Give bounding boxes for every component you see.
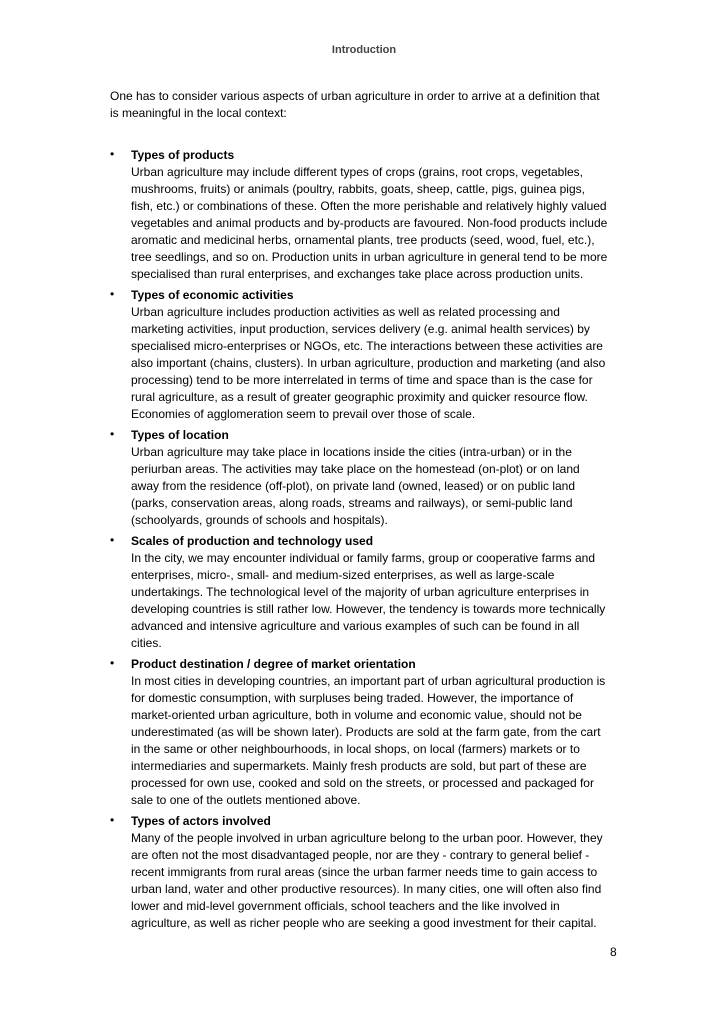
body-text-line: underestimated (as will be shown later). Products are sold at the farm gate, from the cart — [131, 725, 601, 739]
body-text-line: urban land, water and other productive resources). In many cities, one will often also find — [131, 882, 602, 896]
body-text-line: marketing activities, input production, services delivery (e.g. animal health services) by — [131, 322, 590, 336]
page-header-title: Introduction — [331, 44, 397, 56]
body-text-line: mushrooms, fruits) or animals (poultry, rabbits, goats, sheep, cattle, pigs, guinea pigs, — [131, 182, 585, 196]
bullet-item — [110, 287, 622, 423]
bullet-item-title: Scales of production and technology used — [131, 534, 374, 548]
body-text-line: advanced and intensive agriculture and various examples of such can be found in all — [131, 619, 580, 633]
body-text-line: processed for own use, cooked and sold on the streets, or processed and packaged for — [131, 776, 594, 790]
body-text-line: specialised micro-enterprises or NGOs, etc. The interactions between these activities are — [131, 339, 603, 353]
body-text-line: are often not the most disadvantaged people, nor are they - contrary to general belief - — [131, 848, 590, 862]
body-text-line: also important (chains, clusters). In urban agriculture, production and marketing (and also — [131, 356, 606, 370]
bullet-item-title: Types of actors involved — [131, 814, 271, 828]
bullet-item-body — [131, 673, 622, 809]
body-text-line: In most cities in developing countries, an important part of urban agricultural production is — [131, 674, 606, 688]
bullet-item-body — [131, 304, 622, 423]
body-text-line: in the same or other neighbourhoods, in local shops, on local (farmers) markets or to — [131, 742, 580, 756]
body-text-line: for domestic consumption, with surpluses being traded. However, the importance of — [131, 691, 574, 705]
bullet-item-title: Types of economic activities — [131, 288, 294, 302]
body-text-line: Urban agriculture may include different types of crops (grains, root crops, vegetables, — [131, 165, 584, 179]
bullet-icon: • — [110, 656, 115, 670]
bullet-item — [110, 427, 622, 529]
intro-line: is meaningful in the local context: — [110, 106, 287, 120]
bullet-item-title: Types of location — [131, 428, 229, 442]
bullet-icon: • — [110, 533, 115, 547]
bullet-item — [110, 533, 622, 652]
body-text-line: lower and mid-level government officials, school teachers and the like involved in — [131, 899, 560, 913]
body-text-line: market-oriented urban agriculture, both in volume and economic value, should not be — [131, 708, 582, 722]
bullet-item — [110, 656, 622, 809]
body-text-line: periurban areas. The activities may take place on the homestead (on-plot) or on land — [131, 462, 580, 476]
bullet-item — [110, 147, 622, 283]
body-text-line: Many of the people involved in urban agriculture belong to the urban poor. However, they — [131, 831, 603, 845]
body-text-line: aromatic and medicinal herbs, ornamental plants, tree products (seed, wood, fuel, etc.), — [131, 233, 595, 247]
intro-paragraph — [110, 88, 622, 122]
body-text-line: enterprises, micro-, small- and medium-sized enterprises, as well as large-scale — [131, 568, 555, 582]
body-text-line: Urban agriculture includes production activities as well as related processing and — [131, 305, 560, 319]
body-text-line: In the city, we may encounter individual or family farms, group or cooperative farms and — [131, 551, 595, 565]
body-text-line: developing countries is still rather low. However, the tendency is towards more technically — [131, 602, 606, 616]
bullet-icon: • — [110, 813, 115, 827]
body-text-line: intermediaries and supermarkets. Mainly fresh products are sold, but part of these are — [131, 759, 587, 773]
aspects-bullet-list — [110, 147, 622, 936]
bullet-icon: • — [110, 147, 115, 161]
body-text-line: undertakings. The technological level of the majority of urban agriculture enterprises in — [131, 585, 590, 599]
body-text-line: vegetables and animal products and by-products are favoured. Non-food products include — [131, 216, 608, 230]
page-number: 8 — [610, 945, 617, 959]
body-text-line: away from the residence (off-plot), on private land (owned, leased) or on public land — [131, 479, 576, 493]
body-text-line: recent immigrants from rural areas (since the urban farmer needs time to gain access to — [131, 865, 598, 879]
body-text-line: Urban agriculture may take place in locations inside the cities (intra-urban) or in the — [131, 445, 572, 459]
body-text-line: sale to one of the outlets mentioned above. — [131, 793, 361, 807]
bullet-icon: • — [110, 287, 115, 301]
bullet-item — [110, 813, 622, 932]
bullet-item-body — [131, 550, 622, 652]
bullet-item-body — [131, 444, 622, 529]
body-text-line: agriculture, as well as richer people who are seeking a good investment for their capital. — [131, 916, 597, 930]
body-text-line: cities. — [131, 636, 162, 650]
body-text-line: (parks, conservation areas, along roads, streams and railways), or semi-public land — [131, 496, 573, 510]
bullet-item-title: Product destination / degree of market orientation — [131, 657, 416, 671]
body-text-line: specialised than rural enterprises, and exchanges take place across production units. — [131, 267, 584, 281]
body-text-line: rural agriculture, as a result of greater geographic proximity and quicker resource flow. — [131, 390, 588, 404]
intro-line: One has to consider various aspects of urban agriculture in order to arrive at a definition that — [110, 89, 600, 103]
body-text-line: processing) tend to be more interrelated in terms of time and space than is the case for — [131, 373, 593, 387]
body-text-line: tree seedlings, and so on. Production units in urban agriculture in general tend to be more — [131, 250, 608, 264]
body-text-line: (schoolyards, grounds of schools and hospitals). — [131, 513, 388, 527]
body-text-line: Economies of agglomeration seem to prevail over those of scale. — [131, 407, 476, 421]
body-text-line: fish, etc.) or combinations of these. Often the more perishable and relatively highly valued — [131, 199, 607, 213]
bullet-item-title: Types of products — [131, 148, 235, 162]
bullet-item-body — [131, 164, 622, 283]
bullet-icon: • — [110, 427, 115, 441]
bullet-item-body — [131, 830, 622, 932]
